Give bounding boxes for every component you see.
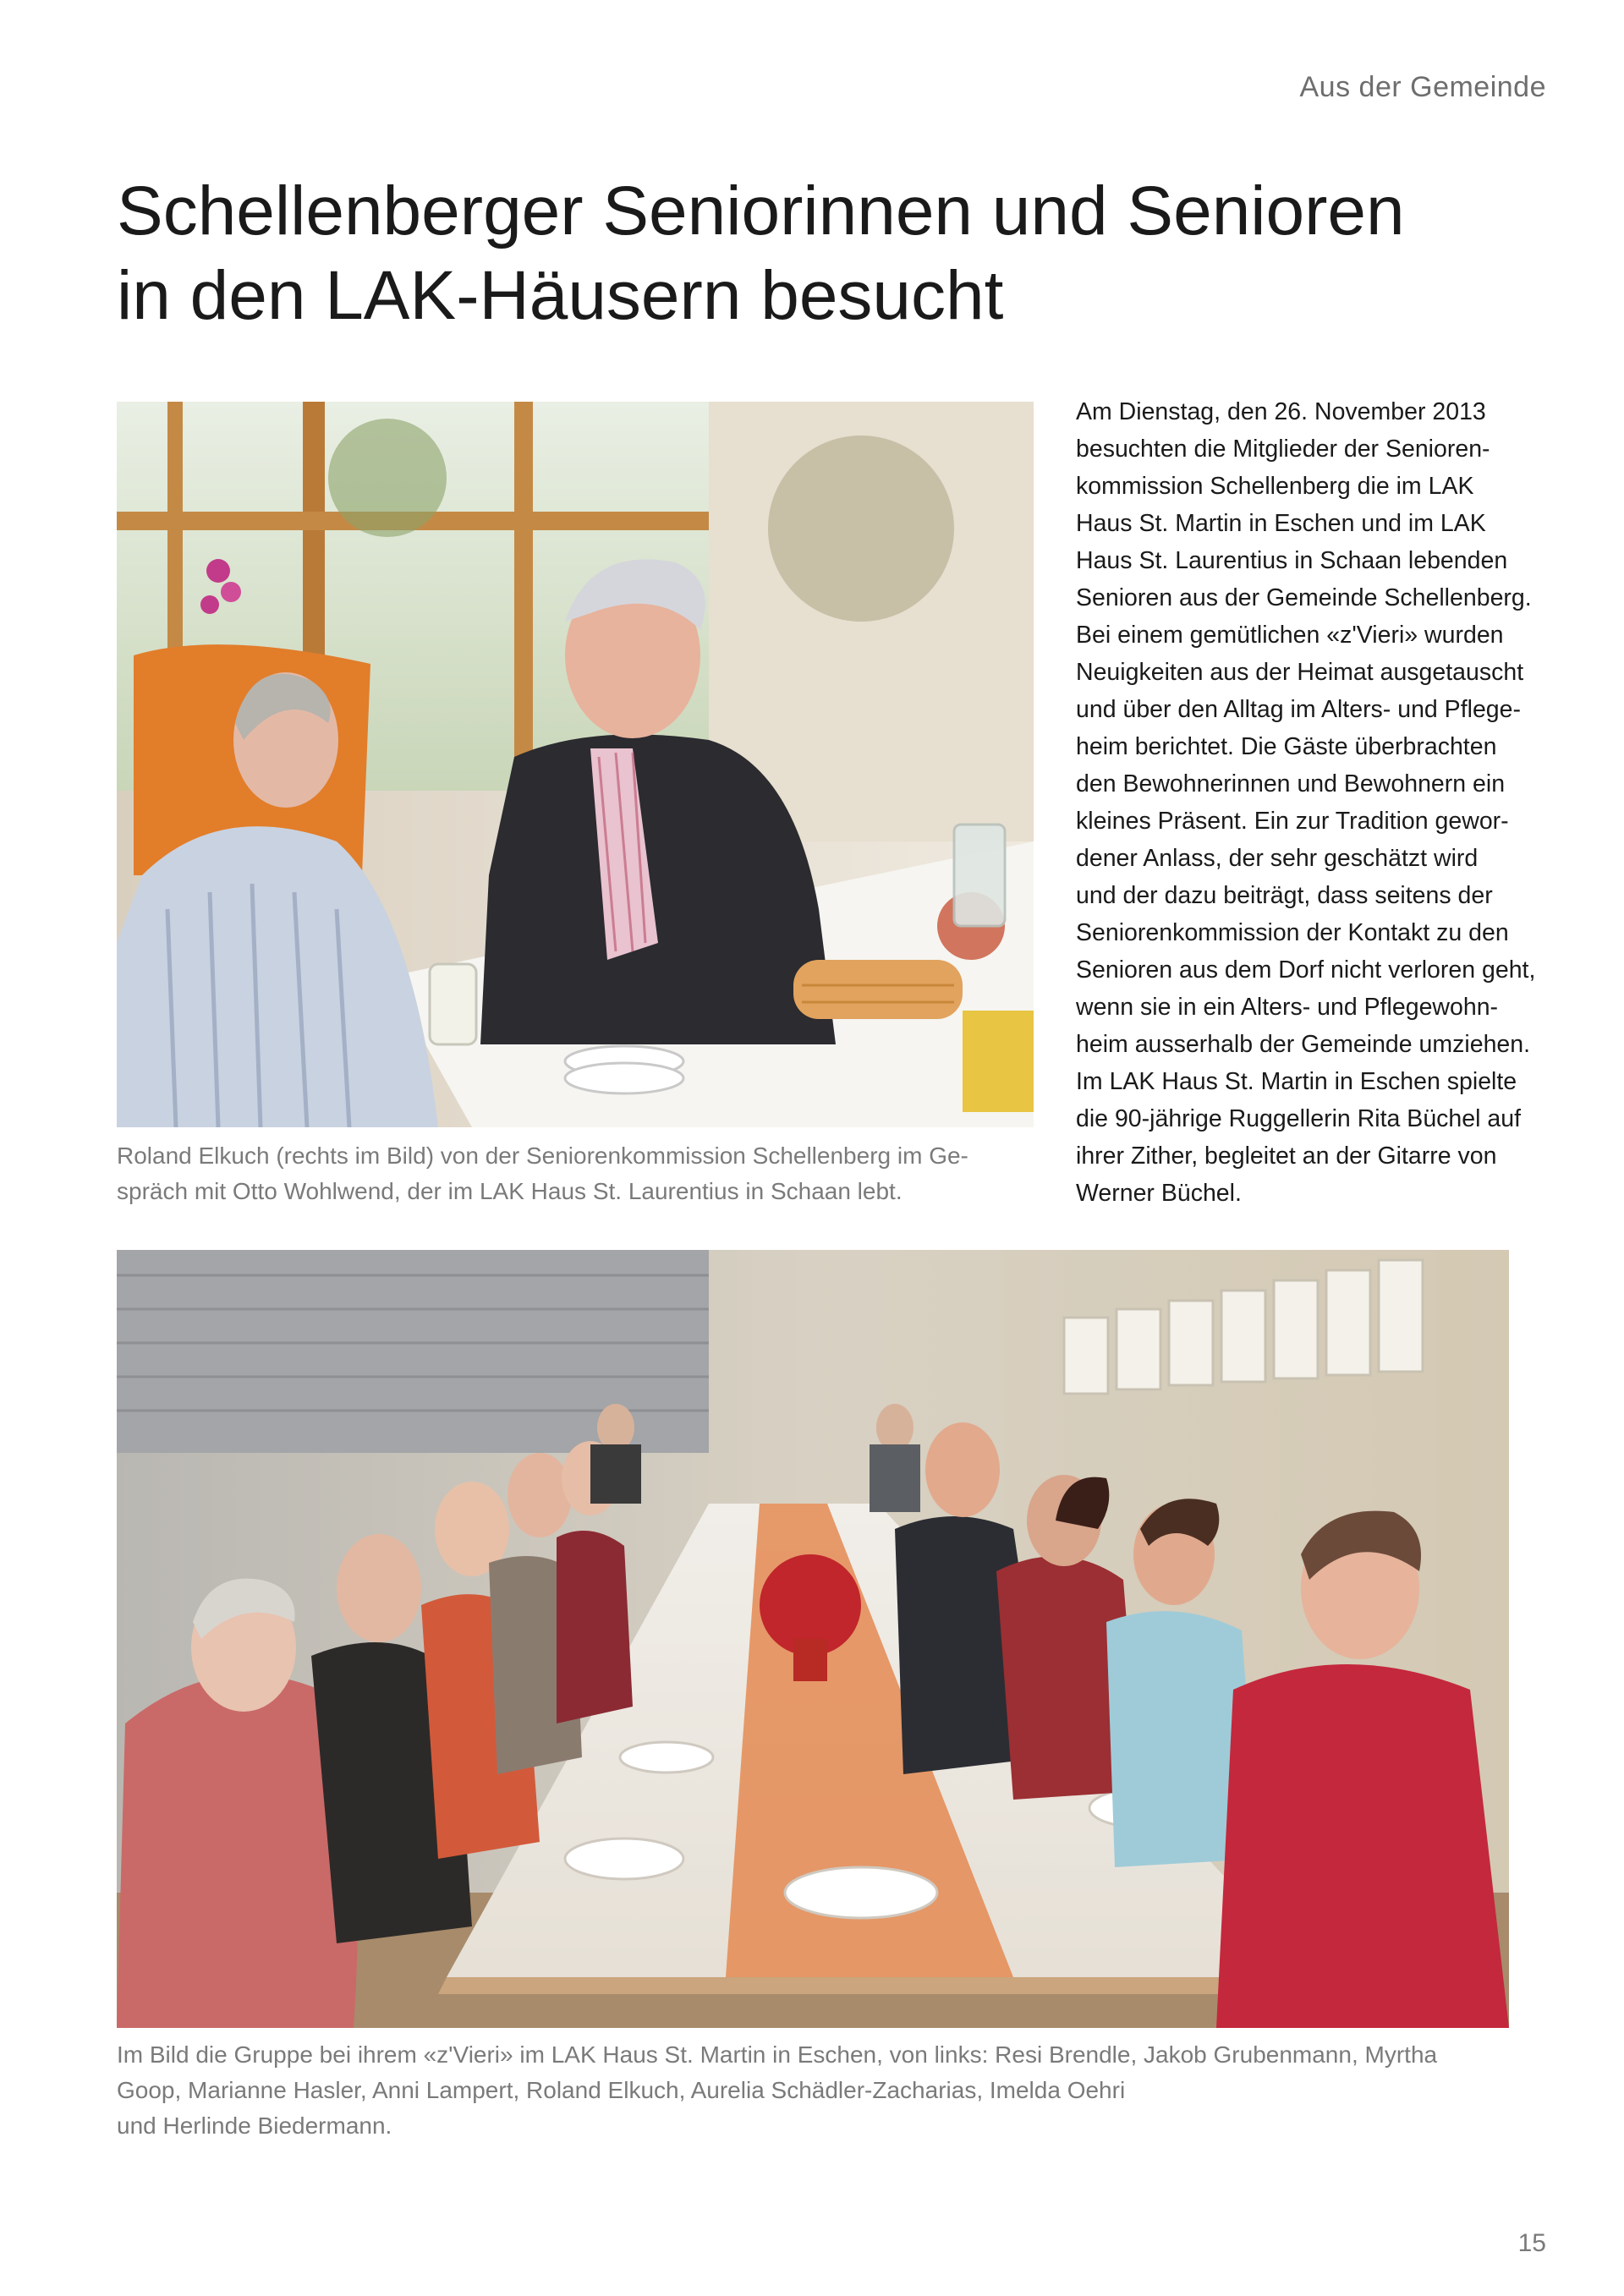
- body-line: Neuigkeiten aus der Heimat ausgetauscht: [1076, 659, 1524, 686]
- caption-line: Im Bild die Gruppe bei ihrem «z'Vieri» im LAK Haus St. Martin in Eschen, von links: Resi Brendle, Jakob Grubenmann, Myrtha: [117, 2041, 1438, 2068]
- caption-line: spräch mit Otto Wohlwend, der im LAK Haus St. Laurentius in Schaan lebt.: [117, 1178, 903, 1204]
- title-line: in den LAK-Häusern besucht: [117, 257, 1004, 334]
- photo-conversation: [117, 402, 1034, 1127]
- photo-caption: [117, 2037, 1509, 2144]
- photo-caption: [117, 1138, 1034, 1209]
- body-line: Senioren aus der Gemeinde Schellenberg.: [1076, 584, 1532, 611]
- body-line: kommission Schellenberg die im LAK: [1076, 473, 1474, 500]
- caption-line: Goop, Marianne Hasler, Anni Lampert, Roland Elkuch, Aurelia Schädler-Zacharias, Imelda Oehri: [117, 2077, 1126, 2103]
- body-line: Am Dienstag, den 26. November 2013: [1076, 398, 1486, 425]
- article-body: [1076, 393, 1536, 1212]
- body-line: dener Anlass, der sehr geschätzt wird: [1076, 845, 1479, 872]
- body-line: ihrer Zither, begleitet an der Gitarre von: [1076, 1143, 1497, 1170]
- body-line: heim berichtet. Die Gäste überbrachten: [1076, 733, 1497, 760]
- body-line: und über den Alltag im Alters- und Pflege-: [1076, 696, 1521, 723]
- caption-line: Roland Elkuch (rechts im Bild) von der Seniorenkommission Schellenberg im Ge-: [117, 1143, 968, 1169]
- section-label: Aus der Gemeinde: [1299, 71, 1546, 103]
- page-number: 15: [1517, 2229, 1546, 2257]
- body-line: Werner Büchel.: [1076, 1180, 1242, 1207]
- body-line: den Bewohnerinnen und Bewohnern ein: [1076, 770, 1506, 797]
- body-line: die 90-jährige Ruggellerin Rita Büchel auf: [1076, 1105, 1521, 1132]
- article-title: [117, 169, 1512, 338]
- body-line: Haus St. Martin in Eschen und im LAK: [1076, 510, 1486, 537]
- body-line: Senioren aus dem Dorf nicht verloren geht,: [1076, 956, 1536, 984]
- body-line: besuchten die Mitglieder der Senioren-: [1076, 436, 1490, 463]
- body-line: wenn sie in ein Alters- und Pflegewohn-: [1076, 994, 1499, 1021]
- body-line: Bei einem gemütlichen «z'Vieri» wurden: [1076, 622, 1504, 649]
- body-line: Seniorenkommission der Kontakt zu den: [1076, 919, 1509, 946]
- title-line: Schellenberger Seniorinnen und Senioren: [117, 173, 1405, 249]
- photo-group-table: [117, 1250, 1509, 2028]
- caption-line: und Herlinde Biedermann.: [117, 2112, 392, 2139]
- body-line: und der dazu beiträgt, dass seitens der: [1076, 882, 1493, 909]
- body-line: Haus St. Laurentius in Schaan lebenden: [1076, 547, 1508, 574]
- body-line: kleines Präsent. Ein zur Tradition gewor-: [1076, 808, 1509, 835]
- body-line: heim ausserhalb der Gemeinde umziehen.: [1076, 1031, 1531, 1058]
- body-line: Im LAK Haus St. Martin in Eschen spielte: [1076, 1068, 1517, 1095]
